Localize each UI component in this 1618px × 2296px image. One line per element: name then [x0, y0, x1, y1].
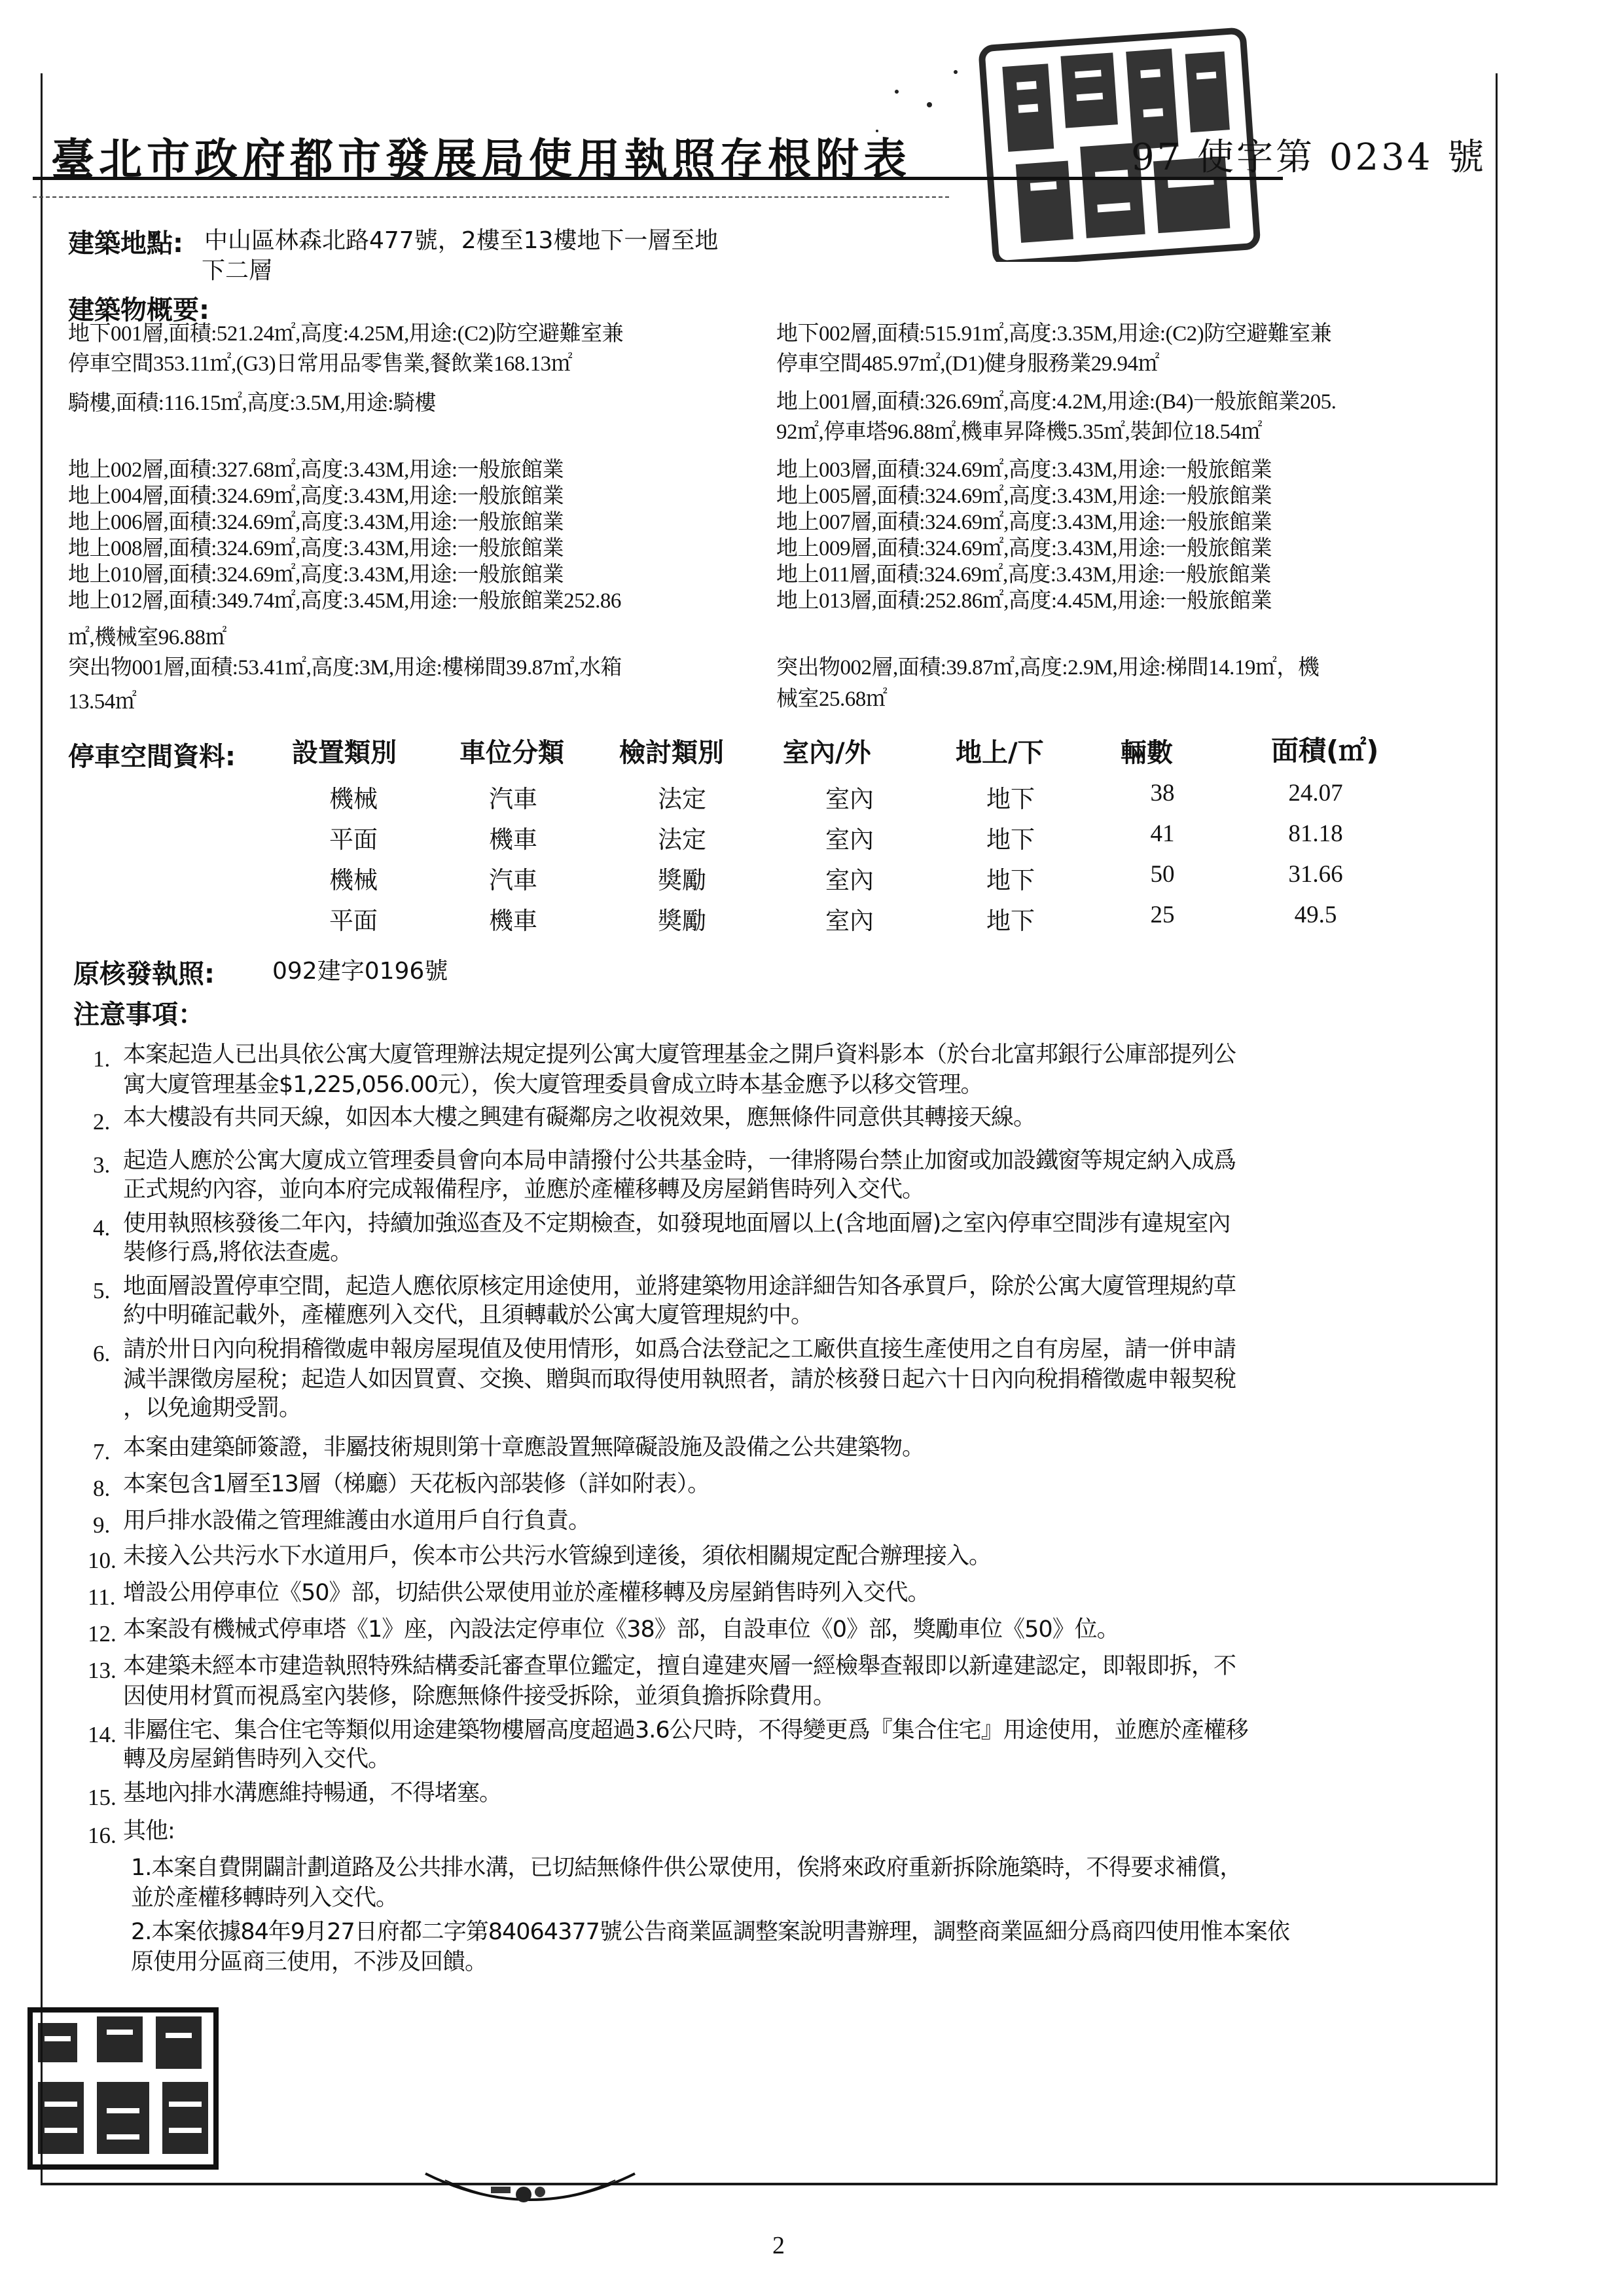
- note-line: 使用執照核發後二年內，持續加強巡查及不定期檢查，如發現地面層以上(含地面層)之室內停車空間涉有違規室內: [123, 1211, 1231, 1237]
- permit-number: 97 使字第 0234 號: [1131, 136, 1487, 179]
- note-number: 15.: [88, 1785, 117, 1810]
- note-line: 本案由建築師簽證，非屬技術規則第十章應設置無障礙設施及設備之公共建築物。: [123, 1434, 925, 1461]
- note-number: 13.: [88, 1658, 117, 1683]
- title-underline-dashed: [33, 196, 949, 198]
- note-line: 寓大廈管理基金$1,225,056.00元），俟大廈管理委員會成立時本基金應予以移交管理。: [123, 1072, 983, 1098]
- parking-cell: 地下: [986, 866, 1035, 894]
- note-number: 4.: [93, 1215, 111, 1241]
- note-line: 本建築未經本市建造執照特殊結構委託審查單位鑑定，擅自違建夾層一經檢舉查報即以新違建認定，即報即拆，不: [123, 1653, 1236, 1679]
- note-line: 用戶排水設備之管理維護由水道用戶自行負責。: [123, 1508, 591, 1534]
- note-number: 14.: [88, 1722, 117, 1747]
- overview-right-line: 地上011層,面積:324.69㎡,高度:3.43M,用途:一般旅館業: [776, 563, 1271, 587]
- parking-cell: 25: [1150, 902, 1175, 928]
- overview-left-line: 地上012層,面積:349.74㎡,高度:3.45M,用途:一般旅館業252.86: [68, 589, 621, 613]
- note-line: 本案包含1層至13層（梯廳）天花板內部裝修（詳如附表）。: [123, 1471, 710, 1497]
- note-line: 約中明確記載外，產權應列入交代，且須轉載於公寓大廈管理規約中。: [123, 1302, 814, 1328]
- parking-header: 設置類別: [292, 738, 397, 768]
- parking-cell: 汽車: [489, 785, 537, 813]
- note-line: 基地內排水溝應維持暢通，不得堵塞。: [123, 1780, 502, 1806]
- bottom-ornament-mark: [419, 2167, 641, 2226]
- overview-left-line: 騎樓,面積:116.15㎡,高度:3.5M,用途:騎樓: [68, 392, 436, 415]
- overview-left-line: 停車空間353.11㎡,(G3)日常用品零售業,餐飲業168.13㎡: [68, 352, 573, 376]
- parking-cell: 地下: [986, 826, 1035, 854]
- parking-cell: 41: [1150, 820, 1175, 847]
- parking-header: 地上/下: [956, 738, 1044, 768]
- parking-cell: 室內: [825, 826, 874, 854]
- note-number: 12.: [88, 1621, 117, 1647]
- parking-cell: 法定: [658, 826, 706, 854]
- note-line: 減半課徵房屋稅；起造人如因買賣、交換、贈與而取得使用執照者，請於核發日起六十日內向稅捐稽徵處申報契稅: [123, 1366, 1236, 1393]
- note-line: 地面層設置停車空間，起造人應依原核定用途使用，並將建築物用途詳細告知各承買戶，除於公寓大廈管理規約草: [123, 1273, 1236, 1300]
- note-line: 本案起造人已出具依公寓大廈管理辦法規定提列公寓大廈管理基金之開戶資料影本（於台北富邦銀行公庫部提列公: [123, 1042, 1236, 1068]
- note-line: 裝修行爲,將依法查處。: [123, 1239, 353, 1266]
- note-number: 8.: [93, 1476, 111, 1501]
- note-number: 9.: [93, 1512, 111, 1538]
- note-number: 11.: [88, 1584, 116, 1610]
- overview-left-line: 地上004層,面積:324.69㎡,高度:3.43M,用途:一般旅館業: [68, 484, 564, 508]
- overview-right-line: 地上005層,面積:324.69㎡,高度:3.43M,用途:一般旅館業: [776, 484, 1272, 508]
- parking-header: 面積(㎡): [1271, 735, 1379, 767]
- overview-right-line: 地上001層,面積:326.69㎡,高度:4.2M,用途:(B4)一般旅館業205.: [776, 390, 1337, 414]
- original-permit-value: 092建字0196號: [272, 958, 448, 985]
- overview-right-line: 停車空間485.97㎡,(D1)健身服務業29.94㎡: [776, 352, 1160, 376]
- note-line: 轉及房屋銷售時列入交代。: [123, 1746, 391, 1772]
- overview-label: 建築物概要:: [68, 295, 209, 325]
- note-number: 5.: [93, 1278, 111, 1303]
- parking-cell: 38: [1150, 780, 1175, 807]
- note-line: 增設公用停車位《50》部，切結供公眾使用並於產權移轉及房屋銷售時列入交代。: [123, 1580, 930, 1606]
- parking-header: 輛數: [1121, 738, 1173, 768]
- overview-right-line: 地上007層,面積:324.69㎡,高度:3.43M,用途:一般旅館業: [776, 511, 1272, 534]
- overview-left-line: 地上010層,面積:324.69㎡,高度:3.43M,用途:一般旅館業: [68, 563, 564, 587]
- parking-cell: 地下: [986, 785, 1035, 813]
- parking-cell: 機車: [489, 907, 537, 935]
- overview-left-line: ㎡,機械室96.88㎡: [68, 626, 226, 649]
- parking-cell: 室內: [825, 785, 874, 813]
- overview-left-line: 13.54㎡: [68, 690, 137, 714]
- note-sub-line: 1.本案自費開闢計劃道路及公共排水溝，已切結無條件供公眾使用，俟將來政府重新拆除施築時，不得要求補償，: [131, 1855, 1242, 1881]
- note-line: 請於卅日內向稅捐稽徵處申報房屋現值及使用情形，如爲合法登記之工廠供直接生產使用之自有房屋，請一併申請: [123, 1336, 1236, 1362]
- overview-right-line: 地下002層,面積:515.91㎡,高度:3.35M,用途:(C2)防空避難室兼: [776, 322, 1332, 346]
- page-number: 2: [772, 2232, 785, 2259]
- parking-cell: 獎勵: [658, 866, 706, 894]
- overview-right-line: 地上013層,面積:252.86㎡,高度:4.45M,用途:一般旅館業: [776, 589, 1272, 613]
- original-permit-label: 原核發執照:: [73, 959, 215, 989]
- parking-cell: 機械: [329, 785, 378, 813]
- overview-left-line: 地上002層,面積:327.68㎡,高度:3.43M,用途:一般旅館業: [68, 458, 564, 482]
- title-underline: [33, 177, 1283, 180]
- parking-cell: 機車: [489, 826, 537, 854]
- note-number: 7.: [93, 1439, 111, 1465]
- note-sub-line: 原使用分區商三使用，不涉及回饋。: [131, 1949, 488, 1975]
- note-sub-line: 2.本案依據84年9月27日府都二字第84064377號公告商業區調整案說明書辦理，調整商業區細分爲商四使用惟本案依: [131, 1919, 1289, 1945]
- overview-right-line: 地上009層,面積:324.69㎡,高度:3.43M,用途:一般旅館業: [776, 537, 1272, 560]
- parking-header: 室內/外: [783, 738, 871, 768]
- site-label: 建築地點:: [68, 228, 183, 259]
- parking-cell: 81.18: [1288, 820, 1343, 847]
- note-line: ，以免逾期受罰。: [123, 1395, 302, 1421]
- note-line: 其他:: [123, 1818, 175, 1844]
- note-line: 本案設有機械式停車塔《1》座，內設法定停車位《38》部，自設車位《0》部，獎勵車位《50》位。: [123, 1616, 1119, 1643]
- overview-left-line: 突出物001層,面積:53.41㎡,高度:3M,用途:樓梯間39.87㎡,水箱: [68, 656, 622, 680]
- note-line: 未接入公共污水下水道用戶，俟本市公共污水管線到達後，須依相關規定配合辦理接入。: [123, 1543, 992, 1569]
- note-line: 非屬住宅、集合住宅等類似用途建築物樓層高度超過3.6公尺時，不得變更爲『集合住宅』用途使用，並應於產權移: [123, 1717, 1248, 1743]
- overview-left-line: 地上006層,面積:324.69㎡,高度:3.43M,用途:一般旅館業: [68, 511, 564, 534]
- parking-cell: 汽車: [489, 866, 537, 894]
- parking-cell: 49.5: [1294, 902, 1337, 928]
- parking-header: 車位分類: [459, 738, 564, 768]
- note-number: 16.: [88, 1823, 117, 1848]
- parking-cell: 室內: [825, 907, 874, 935]
- overview-right-line: 械室25.68㎡: [776, 687, 888, 711]
- site-address-line2: 下二層: [202, 257, 273, 284]
- parking-cell: 31.66: [1288, 861, 1343, 888]
- parking-label: 停車空間資料:: [68, 742, 236, 772]
- note-number: 2.: [93, 1109, 111, 1135]
- overview-left-line: 地下001層,面積:521.24㎡,高度:4.25M,用途:(C2)防空避難室兼: [68, 322, 624, 346]
- parking-cell: 地下: [986, 907, 1035, 935]
- note-line: 本大樓設有共同天線，如因本大樓之興建有礙鄰房之收視效果，應無條件同意供其轉接天線。: [123, 1104, 1036, 1131]
- parking-cell: 24.07: [1288, 780, 1343, 807]
- note-sub-line: 並於產權移轉時列入交代。: [131, 1885, 399, 1911]
- parking-header: 檢討類別: [619, 738, 724, 768]
- note-line: 起造人應於公寓大廈成立管理委員會向本局申請撥付公共基金時，一律將陽台禁止加窗或加設鐵窗等規定納入成爲: [123, 1148, 1236, 1174]
- official-seal-stamp-small: [25, 2003, 221, 2174]
- parking-cell: 機械: [329, 866, 378, 894]
- parking-cell: 50: [1150, 861, 1175, 888]
- overview-right-line: 92㎡,停車塔96.88㎡,機車昇降機5.35㎡,裝卸位18.54㎡: [776, 420, 1262, 444]
- note-number: 1.: [93, 1046, 111, 1072]
- parking-cell: 室內: [825, 866, 874, 894]
- note-line: 因使用材質而視爲室內裝修，除應無條件接受拆除，並須負擔拆除費用。: [123, 1683, 836, 1709]
- parking-cell: 平面: [329, 907, 378, 935]
- parking-cell: 法定: [658, 785, 706, 813]
- document-title: 臺北市政府都市發展局使用執照存根附表: [51, 134, 911, 185]
- site-address-line1: 中山區林森北路477號，2樓至13樓地下一層至地: [204, 227, 719, 254]
- overview-left-line: 地上008層,面積:324.69㎡,高度:3.43M,用途:一般旅館業: [68, 537, 564, 560]
- parking-cell: 獎勵: [658, 907, 706, 935]
- overview-right-line: 地上003層,面積:324.69㎡,高度:3.43M,用途:一般旅館業: [776, 458, 1272, 482]
- parking-cell: 平面: [329, 826, 378, 854]
- note-number: 10.: [88, 1548, 117, 1573]
- overview-right-line: 突出物002層,面積:39.87㎡,高度:2.9M,用途:梯間14.19㎡，機: [776, 656, 1320, 680]
- note-line: 正式規約內容，並向本府完成報備程序，並應於產權移轉及房屋銷售時列入交代。: [123, 1176, 925, 1203]
- note-number: 6.: [93, 1341, 111, 1366]
- note-number: 3.: [93, 1152, 111, 1178]
- notes-label: 注意事項：: [73, 1000, 204, 1030]
